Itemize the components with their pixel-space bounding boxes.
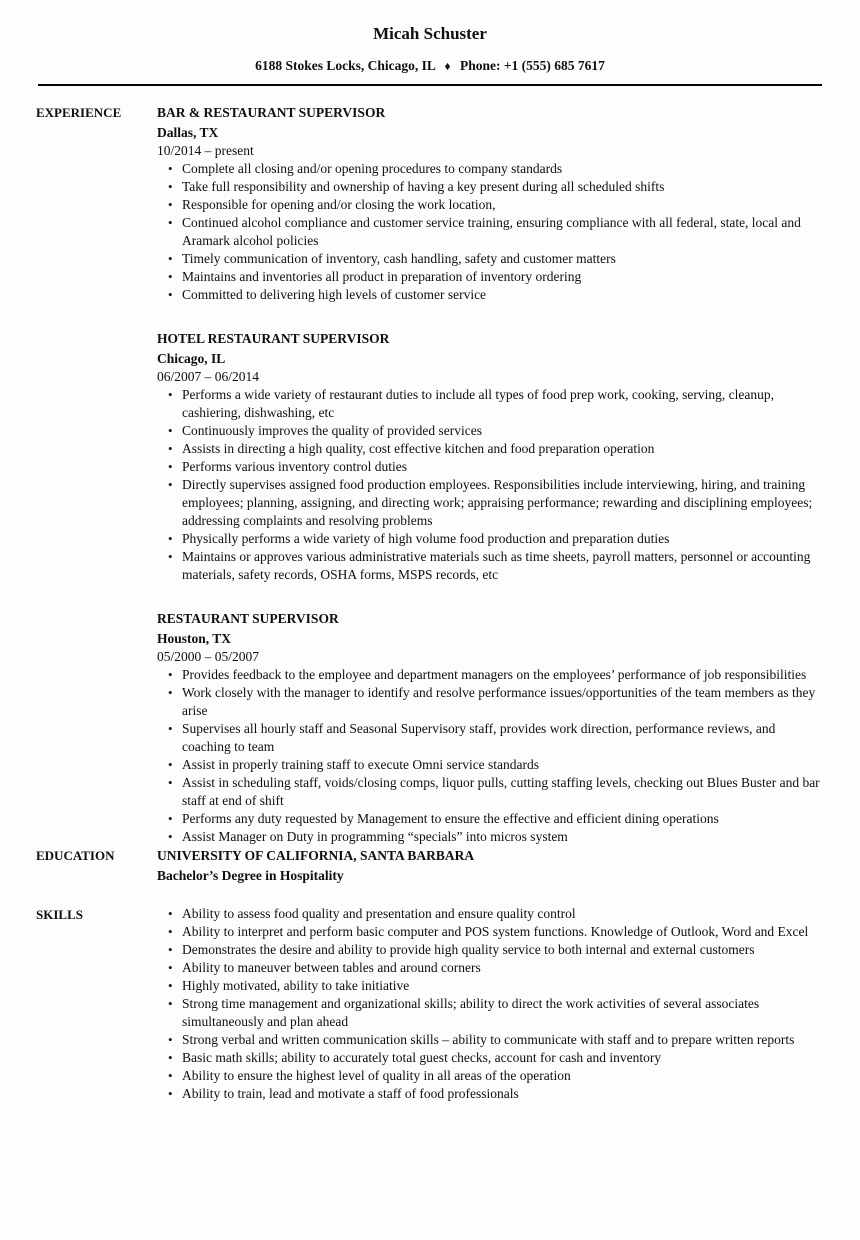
job-bullet: • Provides feedback to the employee and department managers on the employees’ performance of job responsibilities <box>182 666 820 684</box>
job-dates: 06/2007 – 06/2014 <box>157 369 260 384</box>
job-title: BAR & RESTAURANT SUPERVISOR <box>157 105 386 120</box>
job-bullet: • Assists in directing a high quality, cost effective kitchen and food preparation operation <box>182 440 820 458</box>
experience-section <box>36 103 820 846</box>
skill-bullet: • Strong time management and organizational skills; ability to direct the work activities of several associates simultaneously and plan ahead <box>182 995 820 1031</box>
job-bullet: • Assist in scheduling staff, voids/closing comps, liquor pulls, cutting staffing levels, checking out Blues Buster and bar staff at end of shift <box>182 774 820 810</box>
skills-label: SKILLS <box>36 907 83 922</box>
job-bullet: • Continuously improves the quality of provided services <box>182 422 820 440</box>
job-title: HOTEL RESTAURANT SUPERVISOR <box>157 331 390 346</box>
skill-bullet: • Ability to interpret and perform basic computer and POS system functions. Knowledge of Outlook, Word and Excel <box>182 923 820 941</box>
job-bullet: • Maintains or approves various administrative materials such as time sheets, payroll matters, personnel or accounting materials, safety records, OSHA forms, MSPS records, etc <box>182 548 820 584</box>
job-bullet: • Maintains and inventories all product in preparation of inventory ordering <box>182 268 820 286</box>
diamond-separator-icon: ♦ <box>444 59 451 73</box>
candidate-name: Micah Schuster <box>373 24 487 43</box>
school-name: UNIVERSITY OF CALIFORNIA, SANTA BARBARA <box>157 848 475 863</box>
education-label: EDUCATION <box>36 848 115 863</box>
job-location: Houston, TX <box>157 631 232 646</box>
skill-bullet: • Ability to train, lead and motivate a staff of food professionals <box>182 1085 820 1103</box>
degree-name: Bachelor’s Degree in Hospitality <box>157 868 344 883</box>
job-bullet-list <box>157 160 820 304</box>
skill-bullet: • Highly motivated, ability to take initiative <box>182 977 820 995</box>
resume-header <box>0 24 860 75</box>
job-entry <box>157 103 820 304</box>
experience-label: EXPERIENCE <box>36 105 122 120</box>
skill-bullet: • Ability to maneuver between tables and around corners <box>182 959 820 977</box>
job-entry <box>157 609 820 846</box>
job-bullet: • Performs a wide variety of restaurant duties to include all types of food prep work, cooking, serving, cleanup, cashiering, dishwashing, etc <box>182 386 820 422</box>
job-title: RESTAURANT SUPERVISOR <box>157 611 339 626</box>
job-bullet: • Take full responsibility and ownership of having a key present during all scheduled shifts <box>182 178 820 196</box>
contact-line <box>0 57 860 75</box>
skill-bullet: • Demonstrates the desire and ability to provide high quality service to both internal and external customers <box>182 941 820 959</box>
skill-bullet: • Strong verbal and written communication skills – ability to communicate with staff and to prepare written reports <box>182 1031 820 1049</box>
job-location: Dallas, TX <box>157 125 219 140</box>
skills-content <box>157 905 820 1103</box>
job-bullet: • Directly supervises assigned food production employees. Responsibilities include interviewing, hiring, and training employees; planning, assigning, and directing work; appraising performance; rewarding and disciplining employees; addressing complaints and resolving problems <box>182 476 820 530</box>
job-dates: 05/2000 – 05/2007 <box>157 649 260 664</box>
job-bullet: • Performs various inventory control duties <box>182 458 820 476</box>
job-bullet: • Committed to delivering high levels of customer service <box>182 286 820 304</box>
job-bullet: • Assist Manager on Duty in programming “specials” into micros system <box>182 828 820 846</box>
job-bullet-list <box>157 666 820 846</box>
education-section <box>36 846 820 885</box>
job-entry <box>157 329 820 584</box>
job-bullet: • Assist in properly training staff to execute Omni service standards <box>182 756 820 774</box>
resume-body <box>0 86 860 1103</box>
skill-bullet: • Ability to assess food quality and presentation and ensure quality control <box>182 905 820 923</box>
job-bullet: • Timely communication of inventory, cash handling, safety and customer matters <box>182 250 820 268</box>
skills-bullet-list <box>157 905 820 1103</box>
education-content <box>157 846 820 885</box>
job-bullet: • Responsible for opening and/or closing the work location, <box>182 196 820 214</box>
skill-bullet: • Basic math skills; ability to accurately total guest checks, account for cash and inventory <box>182 1049 820 1067</box>
contact-phone: Phone: +1 (555) 685 7617 <box>459 58 605 73</box>
skill-bullet: • Ability to ensure the highest level of quality in all areas of the operation <box>182 1067 820 1085</box>
skills-section <box>36 905 820 1103</box>
job-bullet: • Physically performs a wide variety of high volume food production and preparation duties <box>182 530 820 548</box>
job-bullet: • Continued alcohol compliance and customer service training, ensuring compliance with all federal, state, local and Aramark alcohol policies <box>182 214 820 250</box>
job-bullet: • Complete all closing and/or opening procedures to company standards <box>182 160 820 178</box>
job-location: Chicago, IL <box>157 351 226 366</box>
job-bullet: • Supervises all hourly staff and Seasonal Supervisory staff, provides work direction, performance reviews, and coaching to team <box>182 720 820 756</box>
contact-address: 6188 Stokes Locks, Chicago, IL <box>255 58 436 73</box>
job-bullet-list <box>157 386 820 584</box>
job-bullet: • Work closely with the manager to identify and resolve performance issues/opportunities of the team members as they arise <box>182 684 820 720</box>
job-dates: 10/2014 – present <box>157 143 254 158</box>
job-bullet: • Performs any duty requested by Management to ensure the effective and efficient dining operations <box>182 810 820 828</box>
experience-content <box>157 103 820 846</box>
